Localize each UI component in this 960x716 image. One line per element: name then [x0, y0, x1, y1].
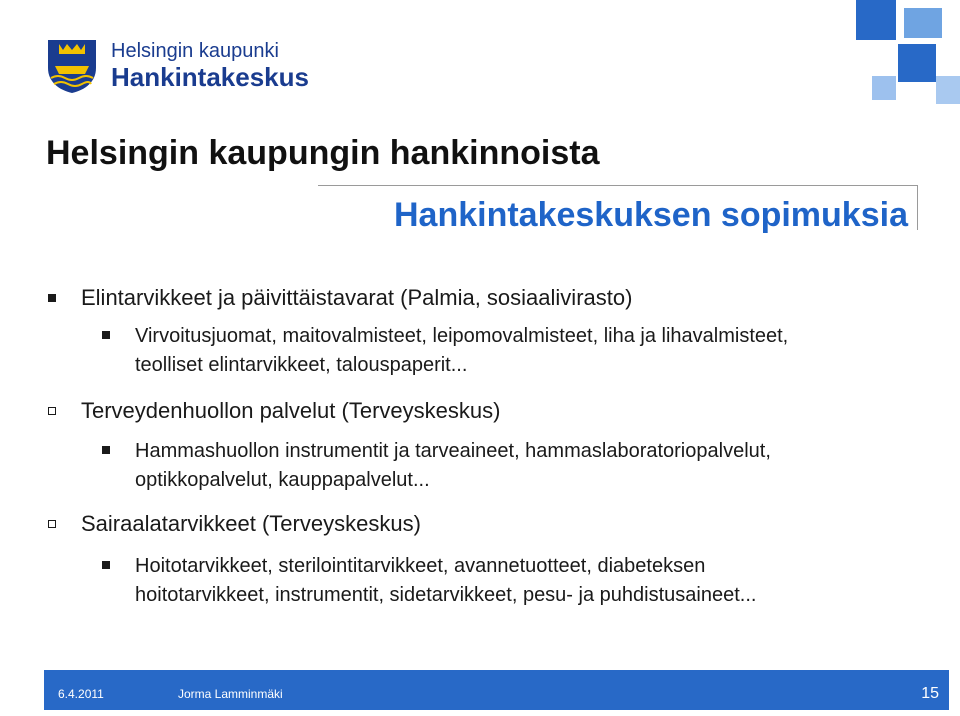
slide-subtitle: Hankintakeskuksen sopimuksia	[393, 196, 908, 234]
bullet-item	[81, 285, 632, 311]
sub-bullet-item	[135, 437, 771, 495]
sub-bullet-line: Hammashuollon instrumentit ja tarveaineet, hammaslaboratoriopalvelut,	[135, 440, 771, 462]
bullet-item	[81, 398, 500, 424]
bullet-text: Terveydenhuollon palvelut (Terveyskeskus)	[81, 398, 501, 423]
bullet-item	[81, 511, 421, 537]
slide-title: Helsingin kaupungin hankinnoista	[46, 134, 600, 172]
sub-bullet-line: Virvoitusjuomat, maitovalmisteet, leipomovalmisteet, liha ja lihavalmisteet,	[135, 325, 789, 347]
sub-bullet-item	[135, 322, 788, 380]
logo-department-name: Hankintakeskus	[111, 62, 309, 92]
bullet-square-icon	[48, 520, 56, 528]
footer-author: Jorma Lamminmäki	[178, 687, 283, 701]
sub-bullet-item	[135, 552, 756, 610]
footer-date: 6.4.2011	[58, 687, 104, 701]
footer-bar	[44, 670, 949, 710]
logo-city-name: Helsingin kaupunki	[111, 40, 279, 62]
sub-bullet-line: optikkopalvelut, kauppapalvelut...	[135, 469, 430, 491]
sub-bullet-line: Hoitotarvikkeet, sterilointitarvikkeet, avannetuotteet, diabeteksen	[135, 555, 706, 577]
page-number: 15	[921, 685, 939, 702]
bullet-text: Sairaalatarvikkeet (Terveyskeskus)	[81, 511, 421, 536]
bullet-text: Elintarvikkeet ja päivittäistavarat (Palmia, sosiaalivirasto)	[81, 285, 633, 310]
sub-bullet-line: teolliset elintarvikkeet, talouspaperit...	[135, 354, 468, 376]
sub-bullet-line: hoitotarvikkeet, instrumentit, sidetarvikkeet, pesu- ja puhdistusaineet...	[135, 584, 757, 606]
sub-bullet-square-icon	[102, 561, 110, 569]
sub-bullet-square-icon	[102, 446, 110, 454]
sub-bullet-square-icon	[102, 331, 110, 339]
bullet-square-icon	[48, 294, 56, 302]
bullet-square-icon	[48, 407, 56, 415]
